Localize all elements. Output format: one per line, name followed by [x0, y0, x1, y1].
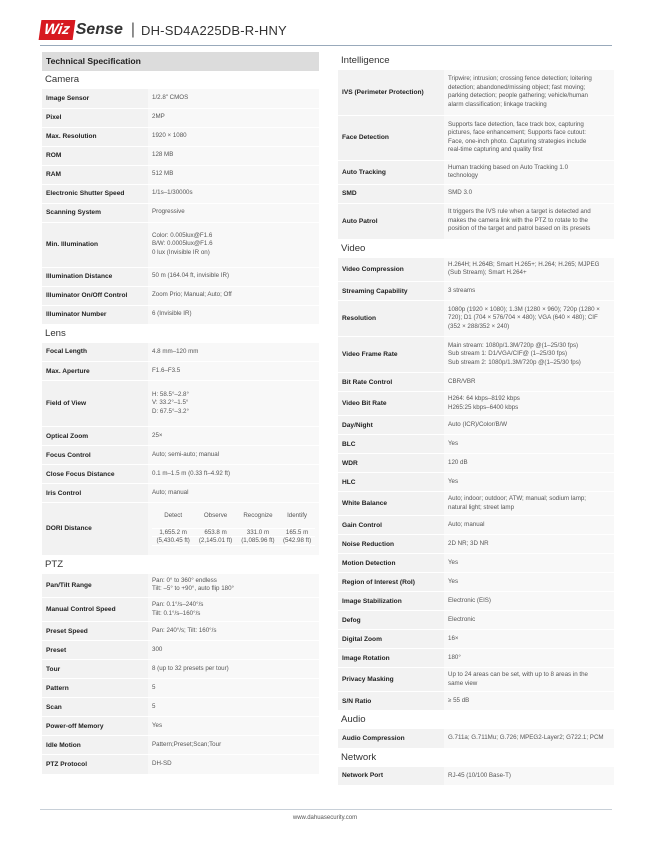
spec-key-video-frame-rate: Video Frame Rate [338, 337, 444, 373]
spec-value-focal-length [148, 343, 319, 362]
spec-key-focus-control: Focus Control [42, 446, 148, 465]
logo-sense-text: Sense [75, 21, 123, 38]
spec-row [42, 736, 319, 755]
spec-value-line: Color: 0.005lux@F1.6 [152, 231, 213, 239]
spec-value-region-of-interest-roi [444, 573, 614, 592]
spec-value-auto-patrol [444, 203, 614, 239]
spec-value-line: SMD 3.0 [448, 189, 473, 197]
spec-value-line: 5 [152, 702, 156, 710]
spec-value-line: Tripwire; intrusion; crossing fence detection; loitering [448, 75, 592, 83]
spec-value-line: pictures, face enhancement; Supports face cutout: [448, 129, 586, 137]
spec-value-line: Progressive [152, 208, 185, 216]
spec-value-idle-motion [148, 736, 319, 755]
footer-url: www.dahuasecurity.com [292, 815, 358, 821]
spec-value-line: Electronic (EIS) [448, 596, 491, 604]
spec-value-power-off-memory [148, 717, 319, 736]
spec-value-min-illumination [148, 222, 319, 267]
spec-row [42, 89, 319, 108]
spec-value-manual-control-speed [148, 598, 319, 622]
spec-row [338, 416, 614, 435]
spec-title: Technical Specification [42, 52, 319, 71]
spec-value-day-night [444, 416, 614, 435]
spec-row [42, 446, 319, 465]
spec-row [338, 573, 614, 592]
spec-value-electronic-shutter-speed [148, 184, 319, 203]
model-number: DH-SD4A225DB-R-HNY [141, 22, 287, 38]
spec-row [42, 698, 319, 717]
spec-key-region-of-interest-roi: Region of Interest (RoI) [338, 573, 444, 592]
spec-value-line: Yes [448, 439, 459, 447]
spec-row [42, 127, 319, 146]
spec-key-scan: Scan [42, 698, 148, 717]
section-heading-audio: Audio [341, 714, 366, 725]
spec-value-line: Auto (ICR)/Color/B/W [448, 420, 508, 428]
spec-value-line: 512 MB [152, 170, 174, 178]
spec-value-line: H.264H; H.264B; Smart H.265+; H.264; H.265; MJPEG [448, 260, 600, 268]
dori-value-feet: (1,085.96 ft) [237, 537, 279, 545]
spec-key-iris-control: Iris Control [42, 484, 148, 503]
spec-value-ram [148, 165, 319, 184]
spec-row [338, 592, 614, 611]
spec-key-illuminator-on-off-control: Illuminator On/Off Control [42, 286, 148, 305]
spec-value-line: technology [448, 172, 478, 179]
spec-value-line: alarm classification; linkage tracking [448, 100, 547, 108]
spec-value-rom [148, 146, 319, 165]
spec-value-pattern [148, 679, 319, 698]
spec-key-rom: ROM [42, 146, 148, 165]
spec-row [42, 641, 319, 660]
spec-key-max-aperture: Max. Aperture [42, 362, 148, 381]
spec-key-bit-rate-control: Bit Rate Control [338, 373, 444, 392]
spec-table-camera [42, 89, 319, 325]
spec-row [42, 222, 319, 267]
spec-value-line: CBR/VBR [448, 377, 476, 385]
spec-value-resolution [444, 301, 614, 337]
spec-value-line: Auto; semi-auto; manual [152, 450, 220, 458]
spec-value-line: (352 × 288/352 × 240) [448, 322, 510, 330]
spec-value-line: 4.8 mm–120 mm [152, 347, 199, 355]
spec-row [338, 630, 614, 649]
spec-row [42, 305, 319, 324]
spec-value-line: H: 58.5°–2.8° [152, 390, 189, 398]
spec-key-image-rotation: Image Rotation [338, 649, 444, 668]
spec-value-line: 1920 × 1080 [152, 132, 187, 140]
spec-key-manual-control-speed: Manual Control Speed [42, 598, 148, 622]
spec-row [42, 755, 319, 775]
spec-value-pan-tilt-range [148, 574, 319, 598]
spec-value-line: 300 [152, 645, 163, 653]
dori-table [42, 503, 319, 556]
dori-value-feet: (542.98 ft) [279, 537, 315, 545]
spec-value-line: 1080p (1920 × 1080); 1.3M (1280 × 960); 720p (1280 × [448, 305, 600, 313]
spec-value-blc [444, 435, 614, 454]
spec-value-illuminator-number [148, 305, 319, 324]
spec-value-line: (Sub Stream); Smart H.264+ [448, 269, 527, 277]
spec-key-tour: Tour [42, 660, 148, 679]
spec-value-line: Electronic [448, 615, 476, 623]
spec-value-line: Auto; indoor; outdoor; ATW; manual; sodium lamp; [448, 495, 587, 503]
spec-key-blc: BLC [338, 435, 444, 454]
spec-value-white-balance [444, 492, 614, 516]
spec-row [338, 337, 614, 373]
spec-value-image-rotation [444, 649, 614, 668]
spec-row [42, 184, 319, 203]
spec-value-line: 16× [448, 634, 459, 642]
spec-row [338, 473, 614, 492]
spec-value-line: Auto; manual [152, 488, 189, 496]
page-header [40, 18, 287, 42]
spec-value-hlc [444, 473, 614, 492]
spec-value-line: 3 streams [448, 286, 476, 294]
spec-value-line: 720); D1 (704 × 576/704 × 480); VGA (640 × 480); CIF [448, 314, 598, 322]
spec-value-line: 128 MB [152, 151, 174, 159]
spec-value-digital-zoom [444, 630, 614, 649]
spec-row [338, 203, 614, 239]
spec-value-auto-tracking [444, 160, 614, 184]
spec-row [42, 465, 319, 484]
spec-row [42, 286, 319, 305]
spec-value-privacy-masking [444, 668, 614, 692]
spec-value-video-bit-rate [444, 392, 614, 416]
spec-row [338, 160, 614, 184]
spec-value-audio-compression [444, 729, 614, 748]
spec-value-video-compression [444, 258, 614, 282]
spec-value-line: G.711a; G.711Mu; G.726; MPEG2-Layer2; G722.1; PCM [448, 734, 604, 742]
spec-row [42, 598, 319, 622]
spec-value-max-aperture [148, 362, 319, 381]
spec-row [42, 165, 319, 184]
spec-row [42, 362, 319, 381]
spec-key-auto-tracking: Auto Tracking [338, 160, 444, 184]
header-separator: | [130, 21, 135, 38]
spec-value-line: Face, one-inch photo. Capturing strategies include [448, 137, 587, 145]
spec-key-field-of-view: Field of View [42, 381, 148, 427]
spec-value-scanning-system [148, 203, 319, 222]
spec-row [338, 729, 614, 748]
spec-value-line: 8 (up to 32 presets per tour) [152, 664, 229, 672]
dori-grid [152, 512, 315, 546]
spec-row [338, 692, 614, 711]
spec-key-ram: RAM [42, 165, 148, 184]
dori-value-feet: (2,145.01 ft) [194, 537, 236, 545]
spec-key-preset-speed: Preset Speed [42, 622, 148, 641]
spec-value-line: Yes [448, 477, 459, 485]
spec-key-defog: Defog [338, 611, 444, 630]
spec-value-line: 0.1 m–1.5 m (0.33 ft–4.92 ft) [152, 469, 231, 477]
spec-value-streaming-capability [444, 282, 614, 301]
dori-value-meters: 1,655.2 m [152, 529, 194, 537]
spec-key-max-resolution: Max. Resolution [42, 127, 148, 146]
spec-value-line: Auto; manual [448, 520, 485, 528]
section-heading-network: Network [341, 751, 377, 763]
spec-key-s-n-ratio: S/N Ratio [338, 692, 444, 711]
spec-key-pixel: Pixel [42, 108, 148, 127]
spec-value-line: Pan: 0° to 360° endless [152, 576, 217, 584]
dori-value-meters: 331.0 m [237, 529, 279, 537]
spec-row [338, 282, 614, 301]
spec-value-line: D: 67.5°–3.2° [152, 407, 189, 415]
spec-value-line: 50 m (164.04 ft, invisible IR) [152, 272, 230, 280]
spec-row [338, 184, 614, 203]
section-heading-video: Video [341, 242, 366, 254]
spec-table-network [338, 767, 614, 787]
dori-value-meters: 165.5 m [279, 529, 315, 537]
spec-row [338, 115, 614, 160]
spec-key-noise-reduction: Noise Reduction [338, 535, 444, 554]
spec-key-privacy-masking: Privacy Masking [338, 668, 444, 692]
wizsense-logo [40, 19, 123, 41]
spec-key-face-detection: Face Detection [338, 115, 444, 160]
spec-key-min-illumination: Min. Illumination [42, 222, 148, 267]
spec-table-audio [338, 729, 614, 749]
section-heading-intelligence: Intelligence [341, 55, 390, 66]
spec-value-line: 1/2.8" CMOS [152, 94, 189, 102]
spec-value-network-port [444, 767, 614, 786]
spec-row [338, 516, 614, 535]
spec-value-focus-control [148, 446, 319, 465]
left-column [42, 52, 319, 775]
spec-value-motion-detection [444, 554, 614, 573]
spec-value-line: Main stream: 1080p/1.3M/720p @(1–25/30 fps) [448, 341, 579, 349]
spec-value-illumination-distance [148, 267, 319, 286]
dori-header-detect: Detect [152, 512, 194, 529]
spec-key-white-balance: White Balance [338, 492, 444, 516]
spec-row [42, 622, 319, 641]
spec-key-network-port: Network Port [338, 767, 444, 786]
spec-value-tour [148, 660, 319, 679]
section-heading-lens: Lens [45, 327, 66, 339]
spec-row [338, 70, 614, 115]
spec-value-line: 180° [448, 653, 461, 661]
spec-row [338, 492, 614, 516]
spec-value-defog [444, 611, 614, 630]
dori-header-recognize: Recognize [237, 512, 279, 529]
spec-key-wdr: WDR [338, 454, 444, 473]
right-column [338, 52, 614, 786]
spec-value-line: V: 33.2°–1.5° [152, 399, 189, 407]
spec-row [338, 649, 614, 668]
spec-value-image-stabilization [444, 592, 614, 611]
spec-row [338, 535, 614, 554]
spec-value-line: Supports face detection, face track box, capturing [448, 120, 584, 128]
footer-divider [40, 809, 612, 810]
spec-value-line: 1/1s–1/30000s [152, 189, 193, 197]
spec-value-close-focus-distance [148, 465, 319, 484]
spec-key-hlc: HLC [338, 473, 444, 492]
spec-key-illuminator-number: Illuminator Number [42, 305, 148, 324]
spec-row [42, 146, 319, 165]
spec-value-line: 2D NR; 3D NR [448, 539, 489, 547]
spec-value-line: Sub stream 1: D1/VGA/CIF@ (1–25/30 fps) [448, 350, 568, 358]
spec-key-day-night: Day/Night [338, 416, 444, 435]
section-heading-ptz: PTZ [45, 558, 64, 570]
spec-row [42, 108, 319, 127]
spec-row [42, 381, 319, 427]
spec-value-s-n-ratio [444, 692, 614, 711]
spec-key-image-sensor: Image Sensor [42, 89, 148, 108]
spec-value-line: parking detection; people gathering; vehicle/human [448, 92, 589, 100]
spec-table-intelligence [338, 70, 614, 240]
logo-wiz-mark: Wiz [39, 20, 76, 40]
spec-key-electronic-shutter-speed: Electronic Shutter Speed [42, 184, 148, 203]
spec-value-line: same view [448, 679, 478, 687]
spec-table-lens [42, 343, 319, 504]
dori-header-identify: Identify [279, 512, 315, 529]
spec-value-line: Tilt: –5° to +90°, auto flip 180° [152, 585, 235, 593]
dori-header-observe: Observe [194, 512, 236, 529]
spec-value-line: 120 dB [448, 458, 468, 466]
left-spec-sections [42, 71, 319, 503]
spec-value-line: 0 lux (Invisible IR on) [152, 248, 210, 256]
spec-key-power-off-memory: Power-off Memory [42, 717, 148, 736]
spec-value-bit-rate-control [444, 373, 614, 392]
spec-row [42, 267, 319, 286]
spec-value-preset-speed [148, 622, 319, 641]
spec-key-optical-zoom: Optical Zoom [42, 427, 148, 446]
spec-value-line: It triggers the IVS rule when a target is detected and [448, 208, 591, 216]
spec-key-motion-detection: Motion Detection [338, 554, 444, 573]
spec-key-auto-patrol: Auto Patrol [338, 203, 444, 239]
header-divider [40, 45, 612, 46]
spec-row [338, 435, 614, 454]
spec-row [338, 454, 614, 473]
spec-value-line: Tilt: 0.1°/s–160°/s [152, 609, 201, 617]
spec-row [42, 427, 319, 446]
spec-value-pixel [148, 108, 319, 127]
spec-value-line: Pan: 0.1°/s–240°/s [152, 601, 204, 609]
spec-value-line: Zoom Prio; Manual; Auto; Off [152, 291, 232, 299]
spec-row [338, 301, 614, 337]
spec-value-iris-control [148, 484, 319, 503]
spec-row [338, 392, 614, 416]
spec-value-line: 6 (Invisible IR) [152, 310, 192, 318]
spec-key-pattern: Pattern [42, 679, 148, 698]
spec-value-line: 5 [152, 683, 156, 691]
spec-value-line: Pan: 240°/s; Tilt: 160°/s [152, 626, 217, 634]
spec-row [338, 554, 614, 573]
spec-row [42, 203, 319, 222]
spec-value-scan [148, 698, 319, 717]
spec-key-resolution: Resolution [338, 301, 444, 337]
spec-value-gain-control [444, 516, 614, 535]
spec-row [338, 767, 614, 786]
spec-key-digital-zoom: Digital Zoom [338, 630, 444, 649]
spec-value-preset [148, 641, 319, 660]
spec-key-scanning-system: Scanning System [42, 203, 148, 222]
spec-value-noise-reduction [444, 535, 614, 554]
spec-key-image-stabilization: Image Stabilization [338, 592, 444, 611]
spec-key-preset: Preset [42, 641, 148, 660]
spec-key-illumination-distance: Illumination Distance [42, 267, 148, 286]
spec-value-ivs-perimeter-protection [444, 70, 614, 115]
spec-row [338, 258, 614, 282]
spec-value-line: Yes [152, 721, 163, 729]
spec-value-line: DH-SD [152, 760, 172, 768]
spec-value-line: F1.6–F3.5 [152, 366, 181, 374]
spec-value-line: 25× [152, 431, 163, 439]
spec-value-line: detection; abandoned/missing object; fast moving; [448, 83, 586, 91]
spec-value-ptz-protocol [148, 755, 319, 775]
spec-value-line: Sub stream 2: 1080p/1.3M/720p @(1–25/30 fps) [448, 358, 581, 366]
dori-value-feet: (5,430.45 ft) [152, 537, 194, 545]
dori-values [148, 503, 319, 555]
spec-key-focal-length: Focal Length [42, 343, 148, 362]
dori-value-meters: 653.8 m [194, 529, 236, 537]
spec-table-ptz [42, 574, 319, 776]
spec-key-streaming-capability: Streaming Capability [338, 282, 444, 301]
spec-value-line: H265:25 kbps–6400 kbps [448, 403, 519, 411]
spec-value-line: makes the camera link with the PTZ to rotate to the [448, 216, 588, 224]
spec-key-pan-tilt-range: Pan/Tilt Range [42, 574, 148, 598]
spec-row [338, 373, 614, 392]
spec-key-video-bit-rate: Video Bit Rate [338, 392, 444, 416]
right-spec-sections [338, 52, 614, 786]
spec-value-illuminator-on-off-control [148, 286, 319, 305]
spec-value-video-frame-rate [444, 337, 614, 373]
spec-value-wdr [444, 454, 614, 473]
spec-row [42, 679, 319, 698]
spec-value-line: Yes [448, 558, 459, 566]
section-heading-camera: Camera [45, 74, 80, 85]
spec-row [42, 717, 319, 736]
spec-value-field-of-view [148, 381, 319, 427]
spec-value-max-resolution [148, 127, 319, 146]
spec-key-smd: SMD [338, 184, 444, 203]
spec-value-line: RJ-45 (10/100 Base-T) [448, 771, 511, 779]
spec-row [42, 660, 319, 679]
spec-key-video-compression: Video Compression [338, 258, 444, 282]
ptz-spec-section [42, 556, 319, 776]
spec-key-ivs-perimeter-protection: IVS (Perimeter Protection) [338, 70, 444, 115]
spec-key-audio-compression: Audio Compression [338, 729, 444, 748]
spec-key-dori: DORI Distance [42, 503, 148, 555]
spec-value-optical-zoom [148, 427, 319, 446]
spec-value-line: ≥ 55 dB [448, 696, 470, 704]
spec-row [338, 668, 614, 692]
spec-value-line: real-time capturing and quality first [448, 145, 543, 153]
spec-value-face-detection [444, 115, 614, 160]
spec-table-video [338, 258, 614, 712]
spec-key-idle-motion: Idle Motion [42, 736, 148, 755]
spec-value-line: Pattern;Preset;Scan;Tour [152, 740, 222, 748]
spec-value-line: H264: 64 kbps–8192 kbps [448, 395, 520, 403]
spec-value-line: position of the target and patrol based on its presets [448, 225, 591, 233]
spec-value-line: Up to 24 areas can be set, with up to 8 areas in the [448, 671, 588, 679]
spec-value-line: natural light; street lamp [448, 503, 515, 511]
spec-key-ptz-protocol: PTZ Protocol [42, 755, 148, 775]
spec-value-line: 2MP [152, 113, 165, 121]
spec-key-gain-control: Gain Control [338, 516, 444, 535]
spec-value-image-sensor [148, 89, 319, 108]
spec-row [42, 574, 319, 598]
spec-row [42, 484, 319, 503]
spec-row [338, 611, 614, 630]
spec-value-line: Yes [448, 577, 459, 585]
spec-value-line: B/W: 0.0005lux@F1.6 [152, 240, 213, 248]
spec-key-close-focus-distance: Close Focus Distance [42, 465, 148, 484]
spec-row [42, 343, 319, 362]
spec-value-line: Human tracking based on Auto Tracking 1.0 [448, 163, 569, 171]
spec-value-smd [444, 184, 614, 203]
